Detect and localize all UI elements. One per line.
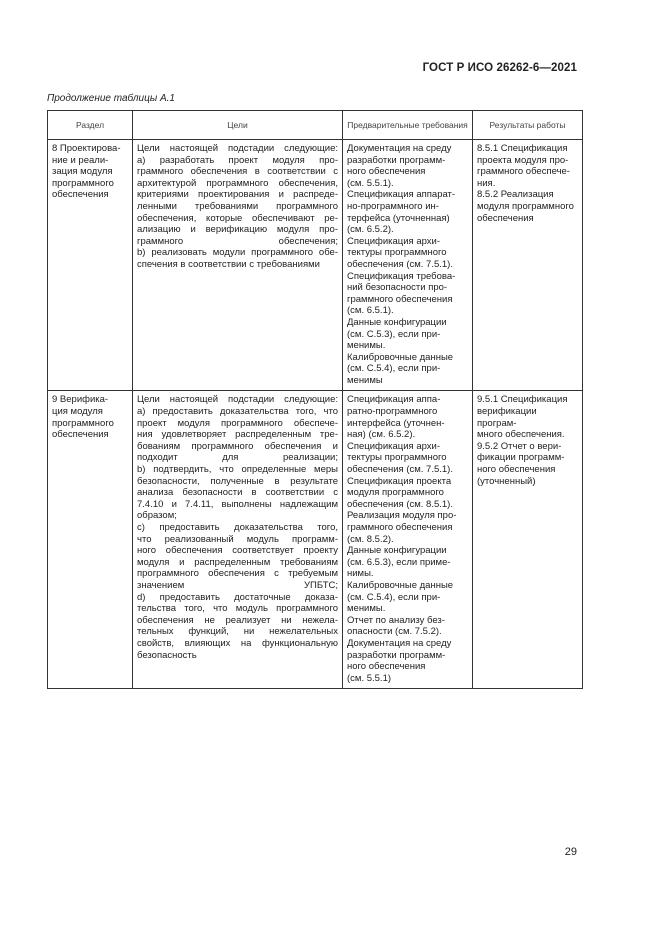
cell-line: ная) (см. 6.5.2).: [347, 429, 416, 441]
cell-line: ния удовлетворяет распределенным тре-: [137, 429, 338, 441]
cell-line: менимы.: [347, 603, 386, 615]
column-header-section: Раздел: [48, 111, 133, 140]
cell-line: Цели настоящей подстадии следующие:: [137, 394, 338, 406]
cell-line: терфейса (уточненная): [347, 212, 450, 224]
cell-line: обеспечения: [477, 212, 534, 224]
cell-line: зация модуля: [52, 166, 113, 178]
cell-line: образом;: [137, 510, 177, 522]
cell-line: (см. С.5.3), если при-: [347, 328, 441, 340]
cell-line: обеспечения (см. 8.5.1).: [347, 498, 453, 510]
cell-line: Калибровочные данные: [347, 351, 454, 363]
cell-line: Спецификация требова-: [347, 270, 456, 282]
cell-line: безопасности, полученные в результате: [137, 475, 338, 487]
cell-line: программного обеспечения с требуемым: [137, 568, 338, 580]
cell-line: Отчет по анализу без-: [347, 614, 445, 626]
cell-line: фикации программ-: [477, 452, 565, 464]
cell-line: c) предоставить доказательства того,: [137, 522, 338, 533]
cell-line: обеспечения (см. 7.5.1).: [347, 464, 453, 476]
cell-line: тектуры программного: [347, 452, 447, 464]
section-cell: [48, 140, 133, 391]
cell-line: Данные конфигурации: [347, 545, 447, 557]
cell-line: верификации програм-: [477, 406, 537, 429]
cell-line: (см. 8.5.2).: [347, 533, 394, 545]
cell-line: нимы.: [347, 568, 374, 580]
cell-line: (см. 6.5.1).: [347, 305, 394, 317]
results-cell: [473, 391, 583, 689]
cell-line: Спецификация аппа-: [347, 394, 441, 406]
cell-line: граммного обеспечения: [347, 522, 453, 533]
cell-line: бованиям программного обеспечения и: [137, 440, 338, 452]
cell-line: опасности (см. 7.5.2).: [347, 626, 442, 638]
cell-line: значением УПБТС;: [137, 579, 338, 591]
cell-line: модуля программного: [477, 200, 574, 212]
cell-line: d) предоставить достаточные доказа-: [137, 591, 338, 603]
cell-line: граммного обеспечения;: [137, 235, 338, 247]
cell-line: модуля и распределенным требованиям: [137, 556, 338, 568]
cell-line: 9.5.2 Отчет о вери-: [477, 440, 562, 452]
cell-line: Спецификация аппарат-: [347, 189, 456, 201]
cell-line: менимы: [347, 374, 383, 386]
cell-line: 8.5.2 Реализация: [477, 189, 554, 201]
cell-line: свойств, влияющих на функциональную: [137, 637, 338, 649]
cell-line: проект модуля программного обеспече-: [137, 417, 338, 429]
cell-line: (см. 6.5.2).: [347, 224, 394, 236]
cell-line: ние и реали-: [52, 154, 109, 166]
standard-designation: ГОСТ Р ИСО 26262-6—2021: [422, 62, 577, 74]
cell-line: ного обеспечения: [347, 166, 426, 178]
cell-line: тельства того, что модуль программного: [137, 603, 338, 615]
results-cell: [473, 140, 583, 391]
cell-line: ализацию и верификацию модуля про-: [137, 224, 338, 236]
table-header-row: [48, 111, 583, 140]
cell-line: 7.4.10 и 7.4.11, выполнены надлежащим: [137, 498, 338, 510]
cell-line: граммного обеспечения в соответствии с: [137, 166, 338, 178]
cell-line: b) реализовать модули программного обе-: [137, 247, 338, 259]
cell-line: 8.5.1 Спецификация: [477, 143, 568, 154]
cell-line: разработки программ-: [347, 154, 446, 166]
cell-line: ция модуля: [52, 406, 103, 418]
cell-line: ратно-программного: [347, 406, 438, 418]
cell-line: Спецификация архи-: [347, 440, 441, 452]
table-row: [48, 391, 583, 689]
cell-line: (см. 5.5.1).: [347, 177, 394, 189]
cell-line: безопасность: [137, 649, 197, 661]
cell-line: Спецификация проекта: [347, 475, 452, 487]
cell-line: интерфейса (уточнен-: [347, 417, 445, 429]
cell-line: подходит для реализации;: [137, 452, 338, 464]
cell-line: обеспечения, которые обеспечивают ре-: [137, 212, 338, 224]
cell-line: граммного обеспечения: [347, 293, 453, 305]
cell-line: модуля программного: [347, 487, 444, 499]
table-row: [48, 140, 583, 391]
cell-line: ного обеспечения: [347, 661, 426, 673]
cell-line: обеспечения: [52, 429, 109, 441]
cell-line: Цели настоящей подстадии следующие:: [137, 143, 338, 154]
cell-line: 8 Проектирова-: [52, 143, 121, 154]
section-cell: [48, 391, 133, 689]
cell-line: (см. 5.5.1): [347, 672, 392, 684]
cell-line: 9.5.1 Спецификация: [477, 394, 568, 406]
cell-line: разработки программ-: [347, 649, 446, 661]
cell-line: 9 Верифика-: [52, 394, 109, 406]
column-header-results: Результаты работы: [473, 111, 583, 140]
cell-line: проекта модуля про-: [477, 154, 569, 166]
cell-line: (см. 6.5.3), если приме-: [347, 556, 451, 568]
cell-line: Данные конфигурации: [347, 316, 447, 328]
cell-line: спечения в соответствии с требованиями: [137, 258, 320, 270]
cell-line: Документация на среду: [347, 143, 452, 154]
cell-line: а) разработать проект модуля про-: [137, 154, 338, 166]
column-header-prerequisites: Предварительные требования: [343, 111, 473, 140]
cell-line: архитектурой программного обеспечения,: [137, 177, 338, 189]
cell-line: (уточненный): [477, 475, 536, 487]
cell-line: Реализация модуля про-: [347, 510, 457, 522]
cell-line: тектуры программного: [347, 247, 447, 259]
cell-line: (см. С.5.4), если при-: [347, 363, 441, 375]
cell-line: обеспечения: [52, 189, 109, 201]
cell-line: но-программного ин-: [347, 200, 439, 212]
cell-line: ного обеспечения: [477, 464, 556, 476]
cell-line: Калибровочные данные: [347, 579, 454, 591]
requirements-table: [47, 110, 583, 689]
cell-line: анализа безопасности в соответствии с: [137, 487, 338, 499]
cell-line: менимы.: [347, 340, 386, 352]
cell-line: (см. С.5.4), если при-: [347, 591, 441, 603]
cell-line: Документация на среду: [347, 637, 452, 649]
cell-line: много обеспечения.: [477, 429, 565, 441]
cell-line: ленными требованиями программного: [137, 200, 338, 212]
cell-line: обеспечения не реализует ни нежела-: [137, 614, 338, 626]
cell-line: тельных функций, ни нежелательных: [137, 626, 338, 638]
cell-line: b) подтвердить, что определенные меры: [137, 464, 338, 476]
cell-line: Спецификация архи-: [347, 235, 441, 247]
cell-line: граммного обеспече-: [477, 166, 570, 178]
cell-line: ния.: [477, 177, 496, 189]
prerequisites-cell: [343, 140, 473, 391]
cell-line: ного обеспечения соответствует проекту: [137, 545, 338, 557]
goals-cell: [133, 391, 343, 689]
cell-line: программного: [52, 417, 114, 429]
cell-line: ний безопасности про-: [347, 282, 448, 294]
cell-line: программного: [52, 177, 114, 189]
cell-line: а) предоставить доказательства того, что: [137, 406, 338, 418]
column-header-goals: Цели: [133, 111, 343, 140]
page-number: 29: [564, 846, 577, 858]
cell-line: критериями проектирования и распреде-: [137, 189, 338, 201]
cell-line: что реализованный модуль программ-: [137, 533, 338, 545]
cell-line: обеспечения (см. 7.5.1).: [347, 258, 453, 270]
goals-cell: [133, 140, 343, 391]
prerequisites-cell: [343, 391, 473, 689]
table-caption: Продолжение таблицы А.1: [47, 93, 175, 104]
